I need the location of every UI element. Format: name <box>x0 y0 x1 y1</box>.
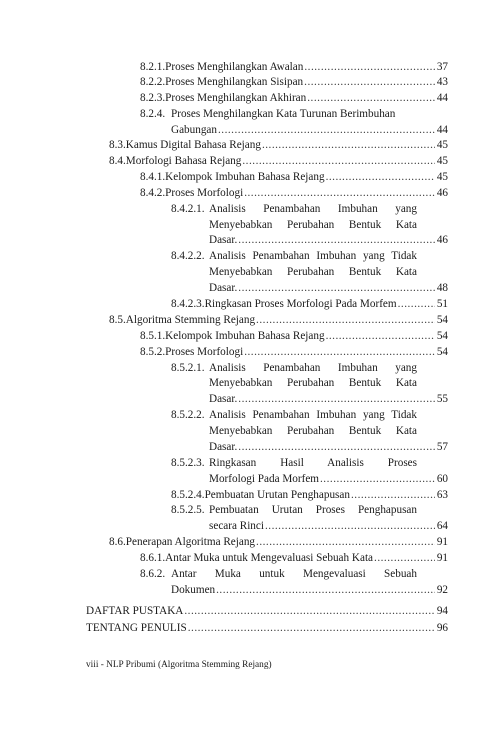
toc-leader <box>351 487 435 503</box>
toc-leader <box>307 90 435 106</box>
toc-title: Ringkasan Proses Morfologi Pada Morfem <box>204 298 397 310</box>
toc-entry-8-6-1 <box>140 550 448 566</box>
toc-entry-8-5-1 <box>140 328 448 344</box>
toc-title: Analisis Penambahan Imbuhan yang <box>209 203 417 215</box>
toc-page: 94 <box>436 605 448 617</box>
toc-title: Proses Menghilangkan Sisipan <box>165 76 304 88</box>
toc-title: Ringkasan Hasil Analisis Proses <box>209 457 417 469</box>
toc-number: 8.6.2. <box>140 568 166 580</box>
toc-page: 48 <box>436 282 448 294</box>
toc-entry-8-4-2-1-line1 <box>171 201 417 217</box>
toc-title-cont: Dasar. <box>209 282 238 294</box>
toc-entry-8-5-2 <box>140 344 448 360</box>
toc-title-cont: Menyebabkan Perubahan Bentuk Kata <box>209 266 417 278</box>
toc-number: 8.6.1. <box>140 552 166 564</box>
toc-entry-8-3 <box>109 137 448 153</box>
toc-page: 96 <box>436 622 448 634</box>
toc-entry-daftar-pustaka <box>86 603 448 619</box>
toc-leader <box>184 603 435 619</box>
toc-leader <box>244 344 435 360</box>
toc-title-cont: Dasar. <box>209 393 238 405</box>
toc-leader <box>256 534 435 550</box>
toc-page: 37 <box>436 61 448 73</box>
toc-title: Proses Menghilangkan Kata Turunan Berimbuhan <box>171 108 396 120</box>
toc-number: 8.4.2.1. <box>171 203 205 215</box>
toc-title: Pembuatan Urutan Penghapusan <box>204 489 350 501</box>
toc-number: 8.4.1. <box>140 171 166 183</box>
toc-title: Pembuatan Urutan Proses Penghapusan <box>209 504 417 516</box>
toc-title: Proses Menghilangkan Akhiran <box>165 92 307 104</box>
toc-number: 8.2.3. <box>140 92 166 104</box>
toc-entry-8-2-1 <box>140 59 448 75</box>
toc-number: 8.5. <box>109 314 126 326</box>
toc-leader <box>326 328 435 344</box>
toc-entry-8-2-4-line2 <box>171 122 448 138</box>
toc-leader <box>256 312 435 328</box>
toc-number: 8.4.2. <box>140 187 166 199</box>
toc-number: 8.4.2.2. <box>171 250 205 262</box>
toc-page: 54 <box>436 346 448 358</box>
toc-number: 8.5.1. <box>140 330 166 342</box>
toc-page: 46 <box>436 234 448 246</box>
toc-leader <box>374 550 435 566</box>
page-footer: viii - NLP Pribumi (Algoritma Stemming Rejang) <box>86 660 272 670</box>
toc-leader <box>320 471 435 487</box>
toc-number: 8.5.2.4. <box>171 489 205 501</box>
toc-title: Antar Muka untuk Mengevaluasi Sebuah <box>171 568 417 580</box>
toc-title: Kelompok Imbuhan Bahasa Rejang <box>165 330 325 342</box>
toc-entry-8-4-1 <box>140 169 448 185</box>
toc-leader <box>265 518 435 534</box>
toc-title-cont: secara Rinci <box>209 520 264 532</box>
toc-leader <box>238 391 435 407</box>
toc-page: 54 <box>436 314 448 326</box>
toc-number: 8.4.2.3. <box>171 298 205 310</box>
toc-page: 45 <box>436 139 448 151</box>
toc-leader <box>304 59 435 75</box>
toc-entry-8-5-2-1-line2 <box>209 375 417 391</box>
toc-entry-8-5-2-5-line2 <box>209 518 448 534</box>
toc-page: 91 <box>436 536 448 548</box>
toc-leader <box>398 296 435 312</box>
toc-number: 8.5.2.1. <box>171 362 205 374</box>
toc-entry-8-2-3 <box>140 90 448 106</box>
toc-page: 92 <box>436 584 448 596</box>
toc-page: 43 <box>436 76 448 88</box>
toc-entry-8-5-2-3-line2 <box>209 471 448 487</box>
toc-title: Analisis Penambahan Imbuhan yang <box>209 362 417 374</box>
toc-entry-8-5-2-1-line1 <box>171 360 417 376</box>
toc-number: 8.4. <box>109 155 126 167</box>
toc-number: 8.2.1. <box>140 61 166 73</box>
toc-number: 8.2.4. <box>140 108 166 120</box>
toc-title-cont: Menyebabkan Perubahan Bentuk Kata <box>209 219 417 231</box>
toc-entry-8-5-2-5-line1 <box>171 502 417 518</box>
toc-title-cont: Dasar. <box>209 234 238 246</box>
toc-title: Antar Muka untuk Mengevaluasi Sebuah Kata <box>165 552 374 564</box>
toc-page: 55 <box>436 393 448 405</box>
toc-entry-8-4-2-3 <box>171 296 448 312</box>
toc-title: Proses Morfologi <box>165 187 244 199</box>
toc-number: 8.5.2. <box>140 346 166 358</box>
toc-number: 8.6. <box>109 536 126 548</box>
toc-leader <box>326 169 435 185</box>
toc-entry-8-2-4-line1 <box>140 106 448 122</box>
toc-page: 51 <box>436 298 448 310</box>
toc-entry-8-4-2-2-line3 <box>209 280 448 296</box>
toc-entry-8-4-2-1-line2 <box>209 217 417 233</box>
toc-title-cont: Gabungan <box>171 124 217 136</box>
toc-page: 44 <box>436 92 448 104</box>
toc-page: 64 <box>436 520 448 532</box>
toc-number: 8.5.2.2. <box>171 409 205 421</box>
toc-title-cont: Dasar. <box>209 441 238 453</box>
toc-entry-8-5 <box>109 312 448 328</box>
toc-title: Algoritma Stemming Rejang <box>125 314 256 326</box>
toc-leader <box>216 582 435 598</box>
toc-entry-8-4-2-2-line2 <box>209 264 417 280</box>
toc-entry-8-5-2-4 <box>171 487 448 503</box>
toc-page: 44 <box>436 124 448 136</box>
toc-page: 54 <box>436 330 448 342</box>
toc-leader <box>262 137 435 153</box>
toc-leader <box>244 185 435 201</box>
toc-leader <box>238 280 435 296</box>
toc-page: 45 <box>436 171 448 183</box>
toc-entry-8-5-2-1-line3 <box>209 391 448 407</box>
toc-number: 8.3. <box>109 139 126 151</box>
toc-title: Kamus Digital Bahasa Rejang <box>125 139 261 151</box>
toc-number: 8.5.2.5. <box>171 504 205 516</box>
toc-leader <box>304 74 435 90</box>
toc-entry-8-5-2-2-line3 <box>209 439 448 455</box>
toc-entry-8-4-2-2-line1 <box>171 248 417 264</box>
toc-entry-8-4 <box>109 153 448 169</box>
toc-title: Kelompok Imbuhan Bahasa Rejang <box>165 171 325 183</box>
toc-title-cont: Menyebabkan Perubahan Bentuk Kata <box>209 425 417 437</box>
toc-page: 63 <box>436 489 448 501</box>
toc-title: Analisis Penambahan Imbuhan yang Tidak <box>209 250 417 262</box>
toc-number: 8.2.2. <box>140 76 166 88</box>
toc-title: Proses Menghilangkan Awalan <box>165 61 304 73</box>
toc-entry-8-6 <box>109 534 448 550</box>
toc-title: Penerapan Algoritma Rejang <box>125 536 256 548</box>
toc-entry-tentang-penulis <box>86 620 448 636</box>
toc-title: Morfologi Bahasa Rejang <box>125 155 242 167</box>
toc-leader <box>188 620 435 636</box>
toc-number: 8.5.2.3. <box>171 457 205 469</box>
toc-entry-8-5-2-2-line2 <box>209 423 417 439</box>
toc-page: 57 <box>436 441 448 453</box>
toc-page: 45 <box>436 155 448 167</box>
toc-entry-8-6-2-line2 <box>171 582 448 598</box>
toc-entry-8-4-2-1-line3 <box>209 232 448 248</box>
toc-entry-8-5-2-3-line1 <box>171 455 417 471</box>
toc-page: 91 <box>436 552 448 564</box>
toc-leader <box>218 122 435 138</box>
toc-leader <box>242 153 435 169</box>
toc-entry-8-5-2-2-line1 <box>171 407 417 423</box>
toc-entry-8-4-2 <box>140 185 448 201</box>
toc-title: DAFTAR PUSTAKA <box>86 605 184 617</box>
toc-page: 60 <box>436 473 448 485</box>
toc-entry-8-6-2-line1 <box>140 566 417 582</box>
toc-page: 46 <box>436 187 448 199</box>
toc-title-cont: Dokumen <box>171 584 216 596</box>
toc-entry-8-2-2 <box>140 74 448 90</box>
toc-title-cont: Morfologi Pada Morfem <box>209 473 319 485</box>
toc-title: TENTANG PENULIS <box>86 622 187 634</box>
toc-title: Analisis Penambahan Imbuhan yang Tidak <box>209 409 417 421</box>
toc-title-cont: Menyebabkan Perubahan Bentuk Kata <box>209 377 417 389</box>
toc-leader <box>238 232 435 248</box>
toc-leader <box>238 439 435 455</box>
toc-title: Proses Morfologi <box>165 346 244 358</box>
